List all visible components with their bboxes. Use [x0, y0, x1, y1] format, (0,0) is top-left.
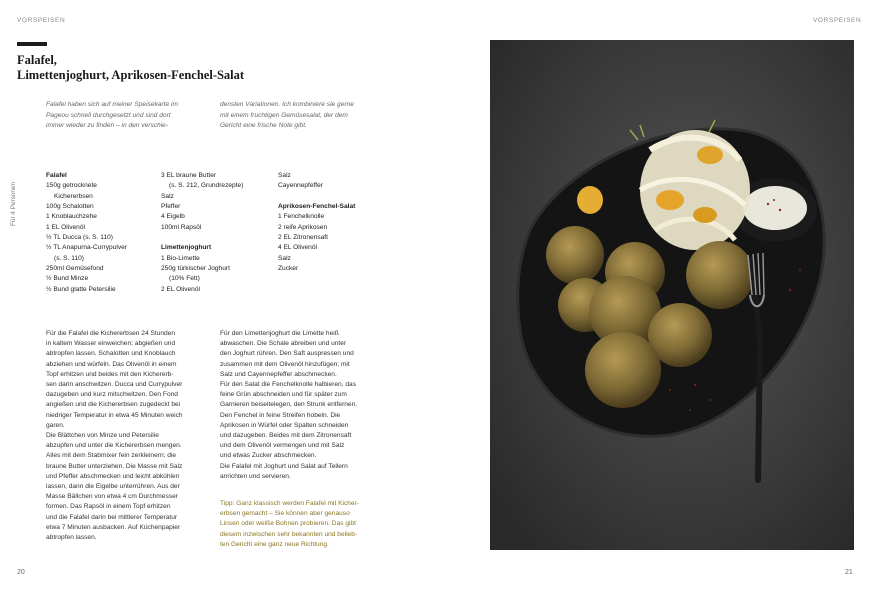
- ingredient-item: Cayennepfeffer: [278, 182, 323, 190]
- ingredient-item: Pfeffer: [161, 203, 181, 211]
- text-line: Für den Limettenjoghurt die Limette heiß: [220, 330, 339, 337]
- ingredient-item: 1 Fenchelknolle: [278, 213, 325, 221]
- tip-text: [220, 499, 390, 550]
- ingredient-item: 150g getrocknete: [46, 182, 97, 190]
- ingredient-heading: Limettenjoghurt: [161, 244, 212, 252]
- title-line-1: Falafel,: [17, 53, 57, 67]
- text-line: und etwas Zucker abschmecken.: [220, 452, 317, 460]
- ingredient-item: 3 EL braune Butter: [161, 172, 217, 179]
- ingredient-heading: Falafel: [46, 172, 67, 179]
- text-line: angießen und die Kichererbsen zugedeckt bei: [46, 401, 181, 409]
- ingredient-item: 4 EL Olivenöl: [278, 244, 317, 252]
- text-line: und dazugeben. Beides mit dem Zitronensaft: [220, 432, 352, 440]
- title-line-2: Limettenjoghurt, Aprikosen-Fenchel-Salat: [17, 68, 245, 82]
- ingredient-item: ½ Bund glatte Petersilie: [46, 285, 116, 293]
- text-line: feine Grün abschneiden und für später zum: [220, 391, 347, 399]
- page-number-left: 20: [17, 569, 25, 576]
- section-label-left: VORSPEISEN: [17, 17, 66, 24]
- text-line: und Pfeffer abschmecken und leicht abkühlen: [46, 472, 180, 480]
- ingredient-item: Salz: [278, 172, 291, 179]
- ingredients-col-3: [278, 171, 355, 274]
- intro-line: mit einem fruchtigen Gemüsesalat, der dem: [220, 111, 348, 119]
- text-line: anrichten und servieren.: [220, 472, 291, 480]
- recipe-title: [17, 53, 317, 83]
- section-label-right: VORSPEISEN: [813, 17, 862, 24]
- text-line: abwaschen. Die Schale abreiben und unter: [220, 340, 347, 348]
- method-col-1: [46, 329, 216, 543]
- spacer: [278, 192, 355, 202]
- text-line: garen.: [46, 421, 65, 429]
- intro-line: immer wieder zu finden – in den verschie-: [46, 122, 169, 130]
- text-line: Aprikosen in Würfel oder Spalten schneiden: [220, 421, 349, 429]
- text-line: Linsen oder weiße Bohnen probieren. Das gibt: [220, 520, 356, 528]
- intro-col-1: [46, 100, 206, 132]
- ingredient-item: 250ml Gemüsefond: [46, 265, 104, 273]
- text-line: Garnieren beiseitelegen, den Strunk entfernen.: [220, 401, 358, 409]
- text-line: Die Falafel mit Joghurt und Salat auf Tellern: [220, 462, 348, 470]
- text-line: Für die Falafel die Kichererbsen 24 Stunden: [46, 330, 176, 337]
- title-rule: [17, 42, 47, 46]
- ingredient-item: 250g türkischer Joghurt: [161, 265, 230, 273]
- ingredient-item: 1 Bio-Limette: [161, 254, 200, 262]
- intro-line: densten Variationen. Ich kombiniere sie gerne: [220, 101, 354, 108]
- ingredient-item: Salz: [161, 192, 174, 200]
- ingredient-item: Zucker: [278, 265, 299, 273]
- falafel-ball: [686, 241, 754, 309]
- text-line: den Joghurt rühren. Den Saft auspressen und: [220, 350, 354, 358]
- text-line: formen. Das Rapsöl in einem Topf erhitzen: [46, 503, 171, 511]
- text-line: Für den Salat die Fenchelknolle halbieren, das: [220, 381, 356, 389]
- text-line: erbsen gemacht – Sie können aber genauso: [220, 510, 350, 518]
- text-line: abtropfen lassen.: [46, 534, 97, 542]
- ingredient-item: 1 Knoblauchzehe: [46, 213, 97, 221]
- ingredient-item: ½ TL Anapurna-Currypulver: [46, 244, 127, 252]
- intro-line: Pageou schnell durchgesetzt und sind dort: [46, 111, 171, 119]
- text-line: Die Blättchen von Minze und Petersilie: [46, 432, 159, 440]
- ingredient-item: 4 Eigelb: [161, 213, 185, 221]
- text-line: Masse Bällchen von etwa 4 cm Durchmesser: [46, 493, 178, 501]
- intro-line: Falafel haben sich auf meiner Speisekarte im: [46, 101, 178, 108]
- ingredients-col-1: [46, 171, 127, 295]
- text-line: Salz und Cayennepfeffer abschmecken.: [220, 370, 337, 378]
- text-line: braune Butter unterziehen. Die Masse mit Salz: [46, 462, 183, 470]
- food-photo: [490, 40, 854, 550]
- text-line: Tipp: Ganz klassisch werden Falafel mit Kicher-: [220, 500, 360, 507]
- ingredient-item: (s. S. 110): [54, 254, 84, 262]
- text-line: ten Gericht eine ganz neue Richtung.: [220, 540, 329, 548]
- text-line: lassen, dann die Eigelbe unterrühren. Aus der: [46, 483, 180, 491]
- text-line: abziehen und würfeln. Das Olivenöl in einem: [46, 360, 177, 368]
- text-line: sen darin anschwitzen. Ducca und Currypulver: [46, 381, 183, 389]
- yogurt: [743, 186, 807, 230]
- text-line: diesem inzwischen sehr bekannten und belieb-: [220, 530, 358, 538]
- ingredient-item: (10% Fett): [169, 275, 200, 283]
- text-line: Den Fenchel in feine Streifen hobeln. Die: [220, 411, 341, 419]
- ingredient-item: (s. S. 212, Grundrezepte): [169, 182, 244, 190]
- text-line: dazugeben und kurz mitschwitzen. Den Fond: [46, 391, 178, 399]
- ingredient-item: 2 EL Zitronensaft: [278, 234, 328, 242]
- ingredient-item: 1 EL Olivenöl: [46, 223, 85, 231]
- text-line: und dem Olivenöl vermengen und mit Salz: [220, 442, 345, 450]
- intro-col-2: [220, 100, 380, 132]
- text-line: abzupfen und unter die Kichererbsen mengen.: [46, 442, 182, 450]
- ingredients-col-2: [161, 171, 243, 295]
- text-line: abtropfen lassen. Schalotten und Knoblauch: [46, 350, 176, 358]
- ingredient-item: Salz: [278, 254, 291, 262]
- spacer: [161, 233, 243, 243]
- food-illustration: [490, 40, 854, 550]
- page-number-right: 21: [845, 569, 853, 576]
- text-line: und die Falafel darin bei mittlerer Temperatur: [46, 513, 178, 521]
- falafel-ball: [546, 226, 604, 284]
- text-line: Alles mit dem Stabmixer fein zerkleinern; die: [46, 452, 177, 460]
- serves-label: Für 4 Personen: [10, 181, 17, 226]
- text-line: in kaltem Wasser einweichen; abgießen und: [46, 340, 176, 348]
- ingredient-item: 100ml Rapsöl: [161, 223, 202, 231]
- ingredient-item: ½ Bund Minze: [46, 275, 89, 283]
- text-line: etwa 7 Minuten ausbacken. Auf Küchenpapier: [46, 523, 181, 531]
- method-col-2: [220, 329, 390, 482]
- ingredient-item: 2 EL Olivenöl: [161, 285, 200, 293]
- text-line: Topf erhitzen und beides mit den Kichererb-: [46, 370, 174, 378]
- intro-line: Gericht eine frische Note gibt.: [220, 122, 307, 130]
- falafel-ball: [585, 332, 661, 408]
- text-line: zusammen mit dem Olivenöl hinzufügen; mit: [220, 360, 350, 368]
- ingredient-item: 2 reife Aprikosen: [278, 223, 328, 231]
- ingredient-heading: Aprikosen-Fenchel-Salat: [278, 203, 356, 211]
- text-line: niedriger Temperatur in etwa 45 Minuten weich: [46, 411, 183, 419]
- ingredient-item: ½ TL Ducca (s. S. 110): [46, 234, 113, 242]
- ingredient-item: Kichererbsen: [54, 192, 93, 200]
- ingredient-item: 100g Schalotten: [46, 203, 94, 211]
